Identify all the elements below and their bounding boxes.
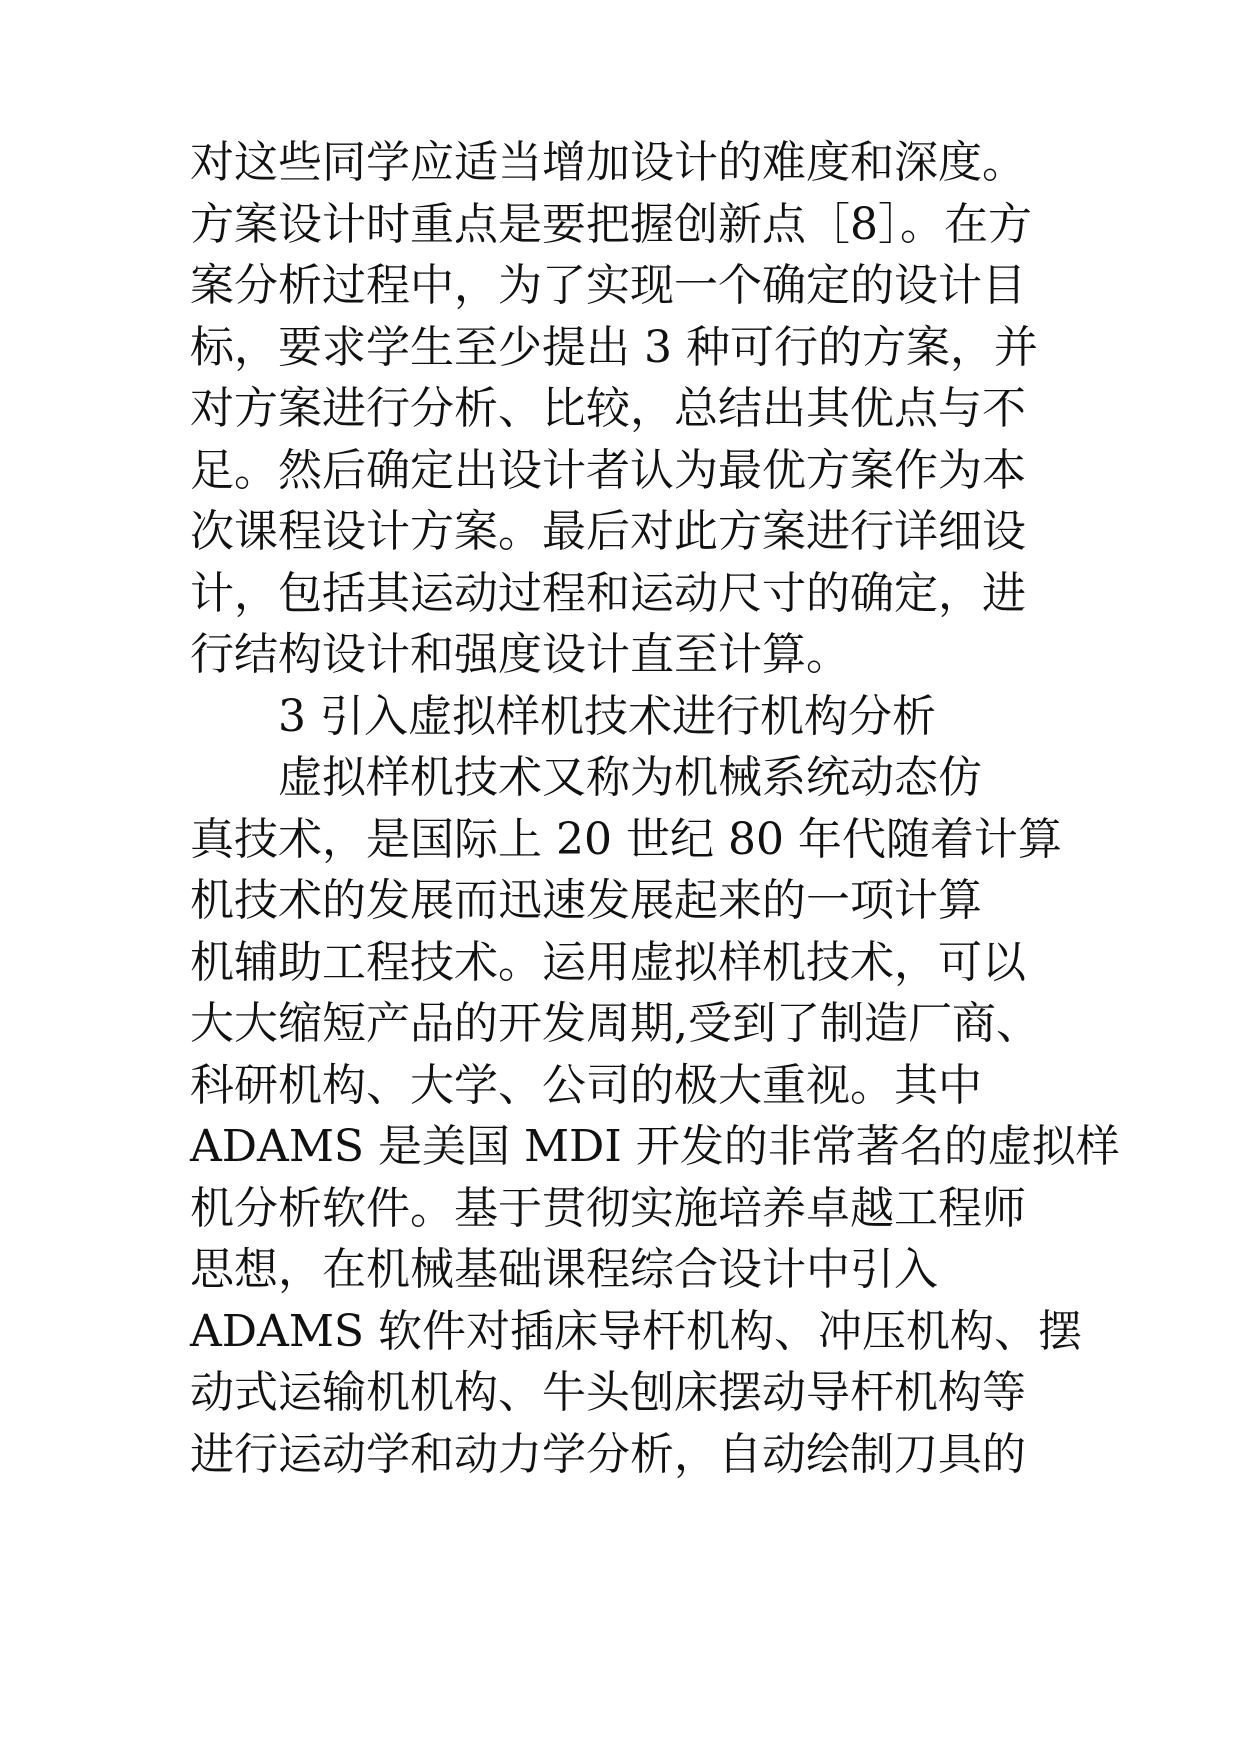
text-line: 科研机构、大学、公司的极大重视。其中	[190, 1059, 982, 1111]
section-heading: 3 引入虚拟样机技术进行机构分析	[278, 690, 936, 742]
text-line: 动式运输机机构、牛头刨床摆动导杆机构等	[190, 1367, 1026, 1418]
text-line: 机技术的发展而迅速发展起来的一项计算	[190, 875, 982, 926]
paragraph-first-line: 虚拟样机技术又称为机械系统动态仿	[278, 752, 982, 803]
text-line: 进行运动学和动力学分析，自动绘制刀具的	[190, 1428, 1026, 1480]
text-line: 大大缩短产品的开发周期,受到了制造厂商、	[190, 998, 1040, 1049]
text-line: 计，包括其运动过程和运动尺寸的确定，进	[190, 567, 1026, 619]
text-line: 方案设计时重点是要把握创新点［8］。在方	[190, 198, 1032, 250]
text-line: 案分析过程中，为了实现一个确定的设计目	[190, 260, 1026, 311]
text-line: 对这些同学应适当增加设计的难度和深度。	[190, 137, 1026, 188]
text-line: 对方案进行分析、比较，总结出其优点与不	[190, 383, 1026, 434]
text-line: 机辅助工程技术。运用虚拟样机技术，可以	[190, 936, 1026, 988]
text-line: 思想，在机械基础课程综合设计中引入	[190, 1244, 938, 1295]
text-line: 行结构设计和强度设计直至计算。	[190, 629, 850, 680]
text-line: 足。然后确定出设计者认为最优方案作为本	[190, 444, 1026, 496]
text-line: 次课程设计方案。最后对此方案进行详细设	[190, 506, 1026, 557]
text-line: 机分析软件。基于贯彻实施培养卓越工程师	[190, 1182, 1026, 1234]
body-text	[190, 132, 1120, 1485]
text-line: 真技术，是国际上 20 世纪 80 年代随着计算	[190, 813, 1062, 865]
text-line: 标，要求学生至少提出 3 种可行的方案，并	[190, 321, 1038, 373]
text-line: ADAMS 软件对插床导杆机构、冲压机构、摆	[190, 1305, 1083, 1357]
text-line: ADAMS 是美国 MDI 开发的非常著名的虚拟样	[190, 1121, 1120, 1172]
